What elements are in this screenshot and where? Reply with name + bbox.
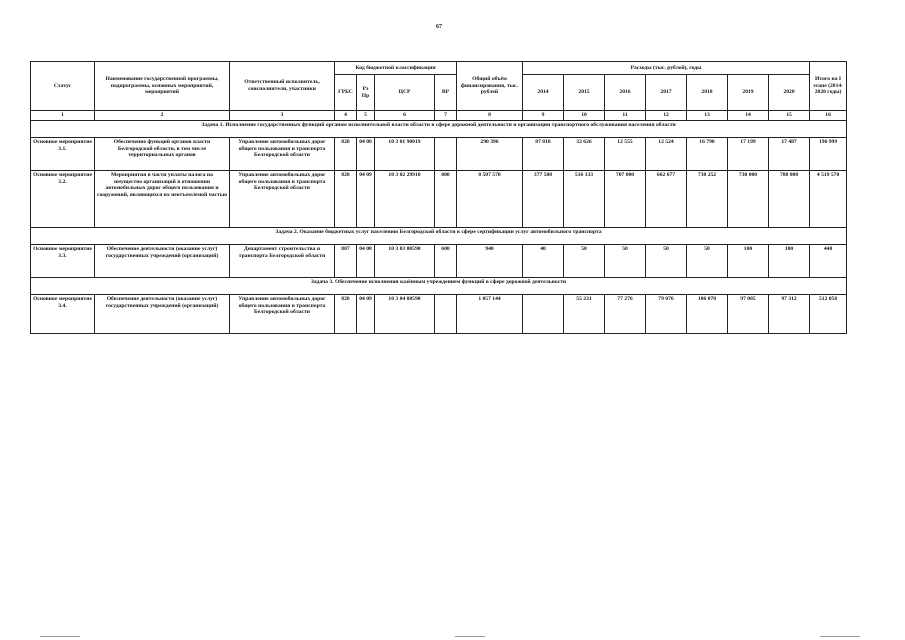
row-year-value: 377 508 [523, 171, 564, 228]
header-csr: ЦСР [375, 75, 435, 111]
row-status: Основное мероприятие 3.4. [31, 295, 95, 334]
row-responsible: Управление автомобильных дорог общего пользования и транспорта Белгородской области [230, 171, 335, 228]
task-row [31, 121, 847, 138]
row-stage-total: 512 058 [810, 295, 847, 334]
column-number: 10 [564, 111, 605, 121]
row-vr: 800 [435, 171, 457, 228]
row-year-value: 17 487 [769, 138, 810, 171]
row-year-value: 50 [687, 245, 728, 278]
row-total: 290 396 [457, 138, 523, 171]
row-year-value: 50 [564, 245, 605, 278]
header-year: 2018 [687, 75, 728, 111]
column-number: 6 [375, 111, 435, 121]
row-year-value: 97 085 [728, 295, 769, 334]
header-name: Наименование государственной программы, подпрограммы, основных мероприятий, мероприятий [95, 62, 230, 111]
header-year: 2016 [605, 75, 646, 111]
column-number: 9 [523, 111, 564, 121]
table-row [31, 245, 847, 278]
table-row [31, 171, 847, 228]
row-rzpr: 04 09 [357, 295, 375, 334]
row-year-value: 50 [646, 245, 687, 278]
header-budget-code: Код бюджетной классификации [335, 62, 457, 75]
row-vr [435, 138, 457, 171]
row-year-value: 106 078 [687, 295, 728, 334]
row-year-value: 730 000 [728, 171, 769, 228]
row-year-value: 12 555 [605, 138, 646, 171]
column-number: 12 [646, 111, 687, 121]
header-status: Статус [31, 62, 95, 111]
column-number: 7 [435, 111, 457, 121]
task-row [31, 278, 847, 295]
row-year-value: 32 626 [564, 138, 605, 171]
page-number: 67 [436, 24, 442, 30]
row-year-value: 100 [769, 245, 810, 278]
task-title: Задача 1. Исполнение государственных функций органом исполнительной власти области в сфере дорожной деятельности и организации транспортного обслуживания населения области [31, 121, 847, 138]
row-csr: 10 3 03 00590 [375, 245, 435, 278]
row-total: 940 [457, 245, 523, 278]
row-responsible: Управление автомобильных дорог общего пользования и транспорта Белгородской области [230, 138, 335, 171]
header-year: 2020 [769, 75, 810, 111]
scan-edge-mark [455, 636, 485, 637]
column-number: 1 [31, 111, 95, 121]
row-grbs: 828 [335, 138, 357, 171]
row-vr [435, 295, 457, 334]
row-grbs: 807 [335, 245, 357, 278]
column-number: 16 [810, 111, 847, 121]
row-year-value: 87 818 [523, 138, 564, 171]
header-vr: ВР [435, 75, 457, 111]
row-status: Основное мероприятие 3.1. [31, 138, 95, 171]
row-year-value: 516 133 [564, 171, 605, 228]
column-number: 14 [728, 111, 769, 121]
scan-edge-mark [40, 636, 80, 637]
row-rzpr: 04 08 [357, 245, 375, 278]
row-year-value: 17 199 [728, 138, 769, 171]
row-stage-total: 4 519 570 [810, 171, 847, 228]
row-csr: 10 3 01 90019 [375, 138, 435, 171]
column-number: 13 [687, 111, 728, 121]
row-csr: 10 3 04 00590 [375, 295, 435, 334]
row-year-value: 16 790 [687, 138, 728, 171]
column-number: 2 [95, 111, 230, 121]
header-year: 2014 [523, 75, 564, 111]
row-stage-total: 440 [810, 245, 847, 278]
row-rzpr: 04 08 [357, 138, 375, 171]
header-expenses: Расходы (тыс. рублей), годы [523, 62, 810, 75]
row-year-value: 40 [523, 245, 564, 278]
column-number-row [31, 111, 847, 121]
row-year-value: 97 312 [769, 295, 810, 334]
row-year-value: 788 000 [769, 171, 810, 228]
row-status: Основное мероприятие 3.3. [31, 245, 95, 278]
row-total: 1 057 144 [457, 295, 523, 334]
row-year-value: 662 677 [646, 171, 687, 228]
row-year-value: 707 000 [605, 171, 646, 228]
row-year-value: 50 [605, 245, 646, 278]
row-total: 8 507 570 [457, 171, 523, 228]
row-grbs: 828 [335, 171, 357, 228]
row-status: Основное мероприятие 3.2. [31, 171, 95, 228]
row-name: Обеспечение деятельности (оказание услуг) государственных учреждений (организаций) [95, 245, 230, 278]
row-year-value: 77 276 [605, 295, 646, 334]
task-title: Задача 2. Оказание бюджетных услуг населению Белгородской области в сфере сертификации услуг автомобильного транспорта [31, 228, 847, 245]
row-year-value: 55 231 [564, 295, 605, 334]
row-stage-total: 196 999 [810, 138, 847, 171]
row-name: Обеспечение деятельности (оказание услуг) государственных учреждений (организаций) [95, 295, 230, 334]
row-year-value: 100 [728, 245, 769, 278]
header-year: 2017 [646, 75, 687, 111]
row-name: Обеспечение функций органов власти Белгородской области, в том числе территориальных органов [95, 138, 230, 171]
task-row [31, 228, 847, 245]
row-name: Мероприятия в части уплаты налога на имущество организаций в отношении автомобильных дорог общего пользования и сооружений, являющихся их неотъемлемой частью [95, 171, 230, 228]
column-number: 8 [457, 111, 523, 121]
column-number: 3 [230, 111, 335, 121]
row-responsible: Управление автомобильных дорог общего пользования и транспорта Белгородской области [230, 295, 335, 334]
header-responsible: Ответственный исполнитель, соисполнители, участники [230, 62, 335, 111]
task-title: Задача 3. Обеспечение исполнения казённым учреждением функций в сфере дорожной деятельности [31, 278, 847, 295]
row-responsible: Департамент строительства и транспорта Белгородской области [230, 245, 335, 278]
row-csr: 10 3 02 29910 [375, 171, 435, 228]
column-number: 15 [769, 111, 810, 121]
table-row [31, 295, 847, 334]
column-number: 11 [605, 111, 646, 121]
budget-table [30, 61, 847, 334]
header-row-1 [31, 62, 847, 75]
table-row [31, 138, 847, 171]
scan-edge-mark [820, 636, 860, 637]
column-number: 4 [335, 111, 357, 121]
row-year-value: 738 252 [687, 171, 728, 228]
row-year-value: 12 524 [646, 138, 687, 171]
column-number: 5 [357, 111, 375, 121]
row-grbs: 828 [335, 295, 357, 334]
row-vr: 600 [435, 245, 457, 278]
header-grbs: ГРБС [335, 75, 357, 111]
header-stage-total: Итого на I этапе (2014-2020 годы) [810, 62, 847, 111]
header-total-volume: Общий объём финансирования, тыс. рублей [457, 62, 523, 111]
row-year-value: 79 076 [646, 295, 687, 334]
header-year: 2019 [728, 75, 769, 111]
header-rzpr: Рз Пр [357, 75, 375, 111]
row-year-value [523, 295, 564, 334]
header-year: 2015 [564, 75, 605, 111]
row-rzpr: 04 09 [357, 171, 375, 228]
